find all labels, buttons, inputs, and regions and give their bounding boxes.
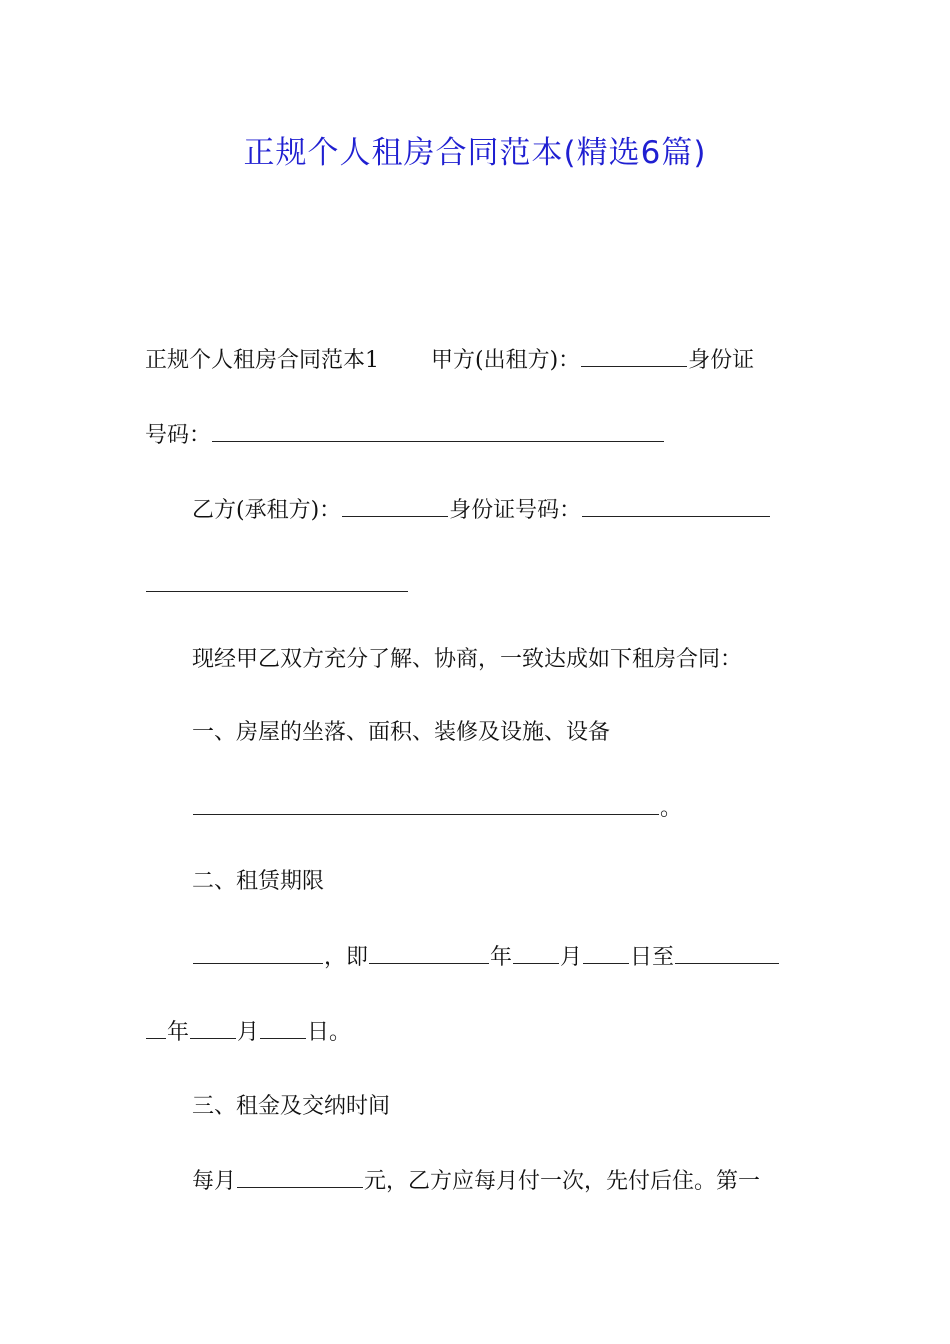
id-label-part2: 号码： (145, 423, 212, 448)
paragraph-party-b (192, 494, 812, 527)
start-month-blank[interactable] (513, 941, 559, 964)
party-b-id-blank-cont[interactable] (146, 569, 408, 592)
section-3-heading: 三、租金及交纳时间 (192, 1094, 391, 1119)
property-details-blank[interactable] (193, 792, 659, 815)
paragraph-agreement: 现经甲乙双方充分了解、协商，一致达成如下租房合同： (192, 647, 743, 672)
paragraph-rent (192, 1165, 812, 1198)
party-a-name-blank[interactable] (581, 344, 687, 367)
party-b-name-blank[interactable] (342, 494, 448, 517)
party-b-label: 乙方(承租方)： (192, 498, 342, 523)
id-label-part1: 身份证 (688, 348, 755, 373)
end-year-blank[interactable] (675, 941, 779, 964)
paragraph-party-a (145, 344, 815, 377)
start-year-blank[interactable] (369, 941, 489, 964)
start-month-label: 月 (560, 945, 583, 970)
lease-ji-label: ，即 (324, 945, 369, 970)
period-mark: 。 (660, 796, 683, 821)
end-year-blank-cont[interactable] (146, 1016, 166, 1039)
end-day-label: 日。 (307, 1020, 352, 1045)
party-a-id-blank[interactable] (212, 419, 664, 442)
end-month-label: 月 (237, 1020, 260, 1045)
end-month-blank[interactable] (190, 1016, 236, 1039)
party-b-id-label: 身份证号码： (449, 498, 582, 523)
section-2-heading: 二、租赁期限 (192, 869, 325, 894)
paragraph-property-details (192, 792, 812, 825)
paragraph-party-b-id-cont (145, 569, 815, 602)
rent-monthly-label: 每月 (192, 1169, 237, 1194)
contract-heading-1: 正规个人租房合同范本1 (145, 348, 379, 373)
paragraph-lease-term-cont (145, 1016, 815, 1049)
rent-terms-text: 元，乙方应每月付一次，先付后住。第一 (364, 1169, 761, 1194)
paragraph-party-a-id (145, 419, 815, 452)
start-day-blank[interactable] (583, 941, 629, 964)
end-day-blank[interactable] (260, 1016, 306, 1039)
end-year-label: 年 (167, 1020, 190, 1045)
party-a-label: 甲方(出租方)： (431, 348, 581, 373)
document-title: 正规个人租房合同范本(精选6篇) (243, 135, 707, 171)
start-day-label: 日至 (630, 945, 675, 970)
rent-amount-blank[interactable] (237, 1165, 363, 1188)
section-1-heading: 一、房屋的坐落、面积、装修及设施、设备 (192, 720, 611, 745)
lease-duration-blank[interactable] (193, 941, 323, 964)
paragraph-lease-term (192, 941, 812, 974)
party-b-id-blank[interactable] (582, 494, 770, 517)
start-year-label: 年 (490, 945, 513, 970)
